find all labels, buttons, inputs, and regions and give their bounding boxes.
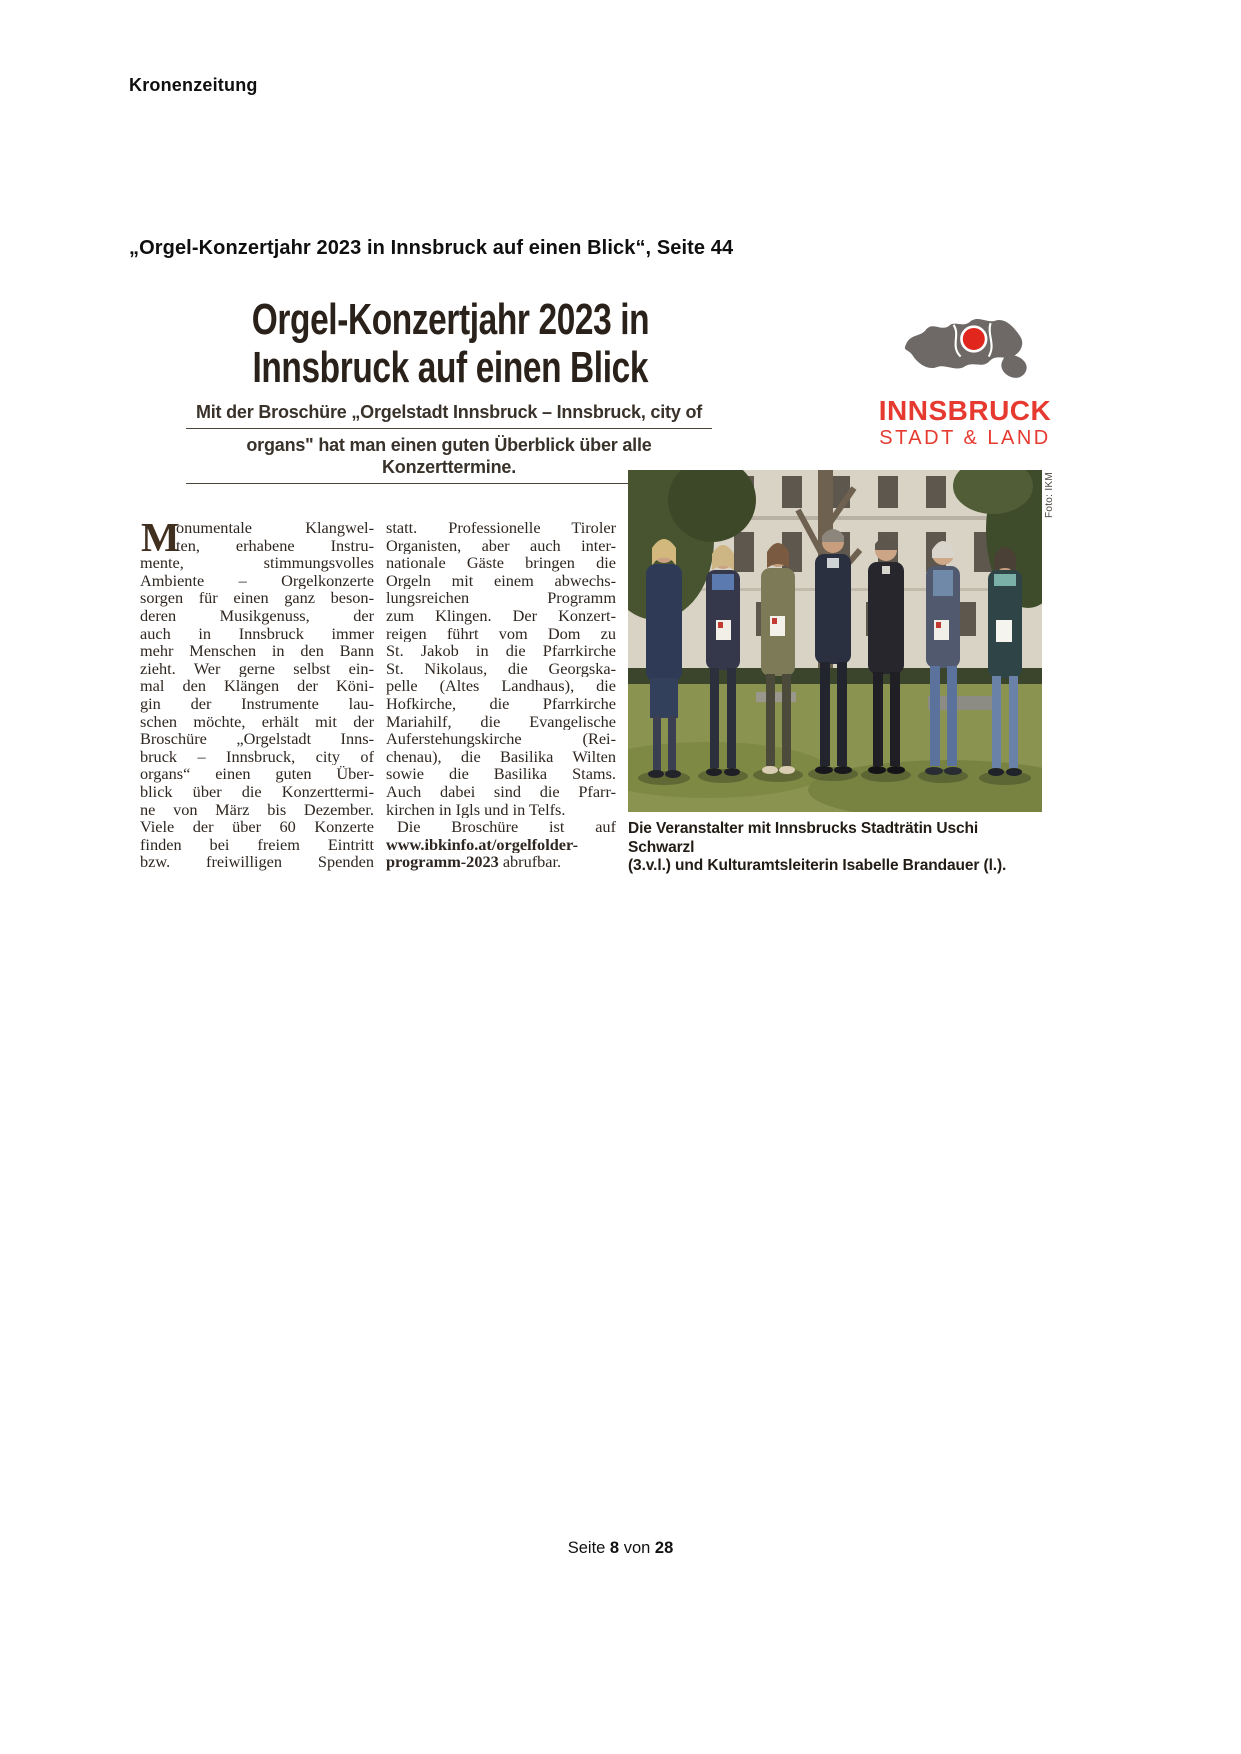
body-line: chenau), die Basilika Wilten <box>386 747 616 766</box>
body-line: mal den Klängen der Köni- <box>140 677 374 695</box>
innsbruck-logo <box>865 300 1065 449</box>
body-line: bruck – Innsbruck, city of <box>140 747 374 766</box>
body-line: blick über die Konzerttermi- <box>140 782 374 801</box>
body-line: Organisten, aber auch inter- <box>386 536 616 555</box>
column2-lines <box>386 519 616 818</box>
article-headline <box>150 296 750 392</box>
body-line: finden bei freiem Eintritt <box>140 835 374 854</box>
article-photo <box>628 470 1042 812</box>
body-line: ne von März bis Dezember. <box>140 800 374 819</box>
body-line: Mariahilf, die Evangelische <box>386 712 616 731</box>
body-line: mehr Menschen in den Bann <box>140 642 374 660</box>
body-line: schen möchte, erhält mit der <box>140 712 374 731</box>
article-photo-graphic <box>628 470 1042 812</box>
footer-page-number: 8 <box>609 1539 620 1557</box>
subtitle-line-1: Mit der Broschüre „Orgelstadt Innsbruck – Innsbruck, city of <box>186 399 712 429</box>
body-line: zieht. Wer gerne selbst ein- <box>140 659 374 678</box>
body-line: Ambiente – Orgelkonzerte <box>140 571 374 590</box>
body-line: zum Klingen. Der Konzert- <box>386 606 616 625</box>
body-line: lungsreichen Programm <box>386 589 616 607</box>
article-column-1 <box>140 514 374 871</box>
body-line: reigen führt vom Dom zu <box>386 624 616 643</box>
drop-cap: M <box>141 514 180 560</box>
body-line: nationale Gäste bringen die <box>386 554 616 572</box>
article-url-text-2: programm-2023 <box>386 853 499 871</box>
document-title: „Orgel-Konzertjahr 2023 in Innsbruck auf einen Blick“, Seite 44 <box>129 237 734 259</box>
body-line-indented: Die Broschüre ist auf <box>397 818 616 836</box>
logo-subline: STADT & LAND <box>879 427 1051 449</box>
body-line: sowie die Basilika Stams. <box>386 765 616 783</box>
caption-line-2: (3.v.l.) und Kulturamtsleiterin Isabelle Brandauer (l.). <box>628 857 1007 874</box>
footer-label-seite: Seite <box>567 1539 606 1557</box>
photo-credit: Foto: IKM <box>1044 472 1055 519</box>
body-line: Auch dabei sind die Pfarr- <box>386 782 616 801</box>
article-url-text: www.ibkinfo.at/orgelfolder- <box>386 835 579 854</box>
body-line: mente, stimmungsvolles <box>140 554 374 572</box>
footer-label-von: von <box>623 1539 651 1557</box>
logo-wordmark: INNSBRUCK <box>878 395 1052 426</box>
body-line: St. Jakob in die Pfarrkirche <box>386 642 616 660</box>
photo-caption <box>628 820 1044 876</box>
body-line: Broschüre „Orgelstadt Inns- <box>140 730 374 748</box>
footer-total-pages: 28 <box>654 1539 674 1557</box>
headline-line-1: Orgel-Konzertjahr 2023 in <box>251 295 649 344</box>
page-footer <box>0 1538 1241 1558</box>
body-line: Hofkirche, die Pfarrkirche <box>386 694 616 713</box>
body-line: Auferstehungskirche (Rei- <box>386 730 616 748</box>
body-line: pelle (Altes Landhaus), die <box>386 677 616 695</box>
subtitle-line-2: organs" hat man einen guten Überblick über alle Konzerttermine. <box>186 432 712 484</box>
body-line: sorgen für einen ganz beson- <box>140 589 374 607</box>
body-line-tail: abrufbar. <box>498 853 562 871</box>
caption-line-1: Die Veranstalter mit Innsbrucks Stadträtin Uschi Schwarzl <box>628 820 979 856</box>
body-line: organs“ einen guten Über- <box>140 765 374 783</box>
body-line: ten, erhabene Instru- <box>176 536 374 555</box>
body-line: onumentale Klangwel- <box>176 519 374 537</box>
body-line: St. Nikolaus, die Georgska- <box>386 659 616 678</box>
body-line: Orgeln mit einem abwechs- <box>386 571 616 590</box>
article-column-2 <box>386 519 616 871</box>
body-line: statt. Professionelle Tiroler <box>386 519 616 537</box>
body-last-line <box>386 853 616 871</box>
column1-lines <box>140 514 374 871</box>
body-line: gin der Instrumente lau- <box>140 694 374 713</box>
headline-line-2: Innsbruck auf einen Blick <box>252 343 648 392</box>
body-line: auch in Innsbruck immer <box>140 624 374 643</box>
source-label: Kronenzeitung <box>129 75 258 95</box>
tirol-map-icon <box>899 300 1031 392</box>
body-line: deren Musikgenuss, der <box>140 606 374 625</box>
body-line: bzw. freiwilligen Spenden <box>140 853 374 871</box>
body-line: Viele der über 60 Konzerte <box>140 818 374 836</box>
body-line: kirchen in Igls und in Telfs. <box>386 800 566 819</box>
